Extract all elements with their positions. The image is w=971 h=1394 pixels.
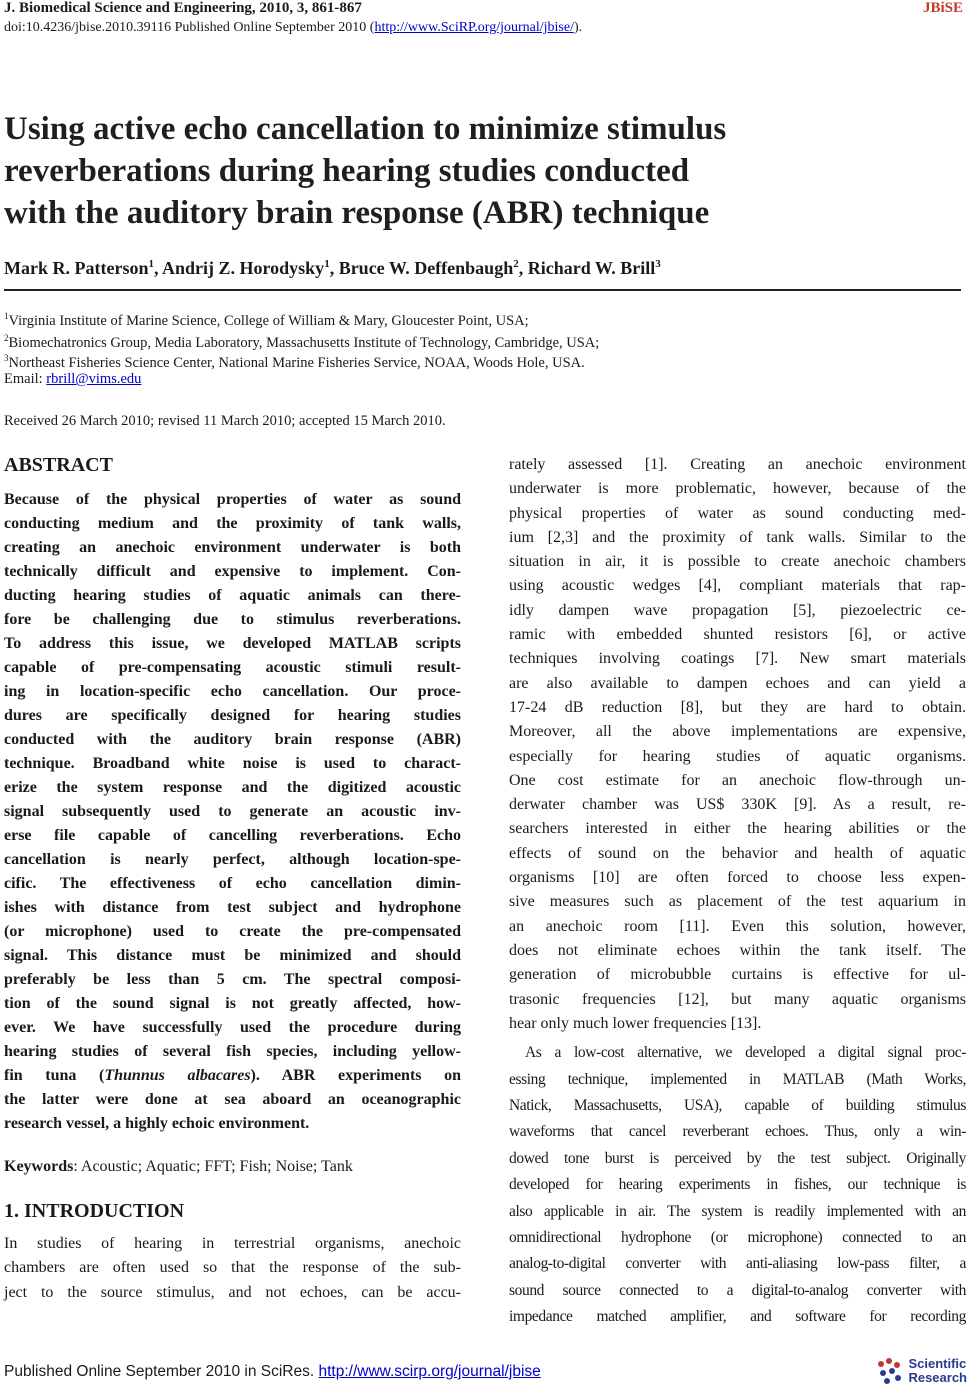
footer-publication-note xyxy=(4,1363,541,1381)
abstract-line: conducted with the auditory brain response (ABR) xyxy=(4,731,461,748)
author-separator: , xyxy=(329,258,339,278)
intro-body-continued xyxy=(509,453,966,1036)
body-line: an anechoic room [11]. Even this solution, however, xyxy=(509,917,966,935)
scientific-research-logo xyxy=(875,1356,967,1386)
author-name: Andrij Z. Horodysky xyxy=(161,258,325,278)
logo-line-1: Scientific xyxy=(908,1356,967,1371)
body-line: ject to the source stimulus, and not echoes, can be accu- xyxy=(4,1283,461,1301)
abstract-body xyxy=(4,488,461,1136)
intro-heading: 1. INTRODUCTION xyxy=(4,1200,185,1222)
body-line: analog-to-digital converter with anti-aliasing low-pass filter, a xyxy=(509,1255,966,1273)
scirp-logo-icon xyxy=(875,1356,905,1386)
abstract-line: cancellation is nearly perfect, although location-spe- xyxy=(4,851,461,868)
body-line: does not eliminate echoes within the tank itself. The xyxy=(509,941,966,959)
affiliation-text: Virginia Institute of Marine Science, College of William & Mary, Gloucester Point, USA; xyxy=(8,312,529,329)
body-line: One cost estimate for an anechoic flow-through un- xyxy=(509,771,966,789)
abstract-line: ducting hearing studies of aquatic animals can there- xyxy=(4,587,461,604)
author-separator: , xyxy=(153,258,162,278)
abstract-line: dures are specifically designed for hearing studies xyxy=(4,707,461,724)
abstract-line: preferably be less than 5 cm. The spectral composi- xyxy=(4,971,461,988)
body-line: derwater chamber was US$ 330K [9]. As a result, re- xyxy=(509,796,966,814)
affiliation-text: Northeast Fisheries Science Center, National Marine Fisheries Service, NOAA, Woods Hole, USA. xyxy=(8,354,585,371)
abstract-line: fore be challenging due to stimulus reverberations. xyxy=(4,611,461,628)
abstract-line: hearing studies of several fish species, including yellow- xyxy=(4,1043,461,1060)
email-link[interactable]: rbrill@vims.edu xyxy=(46,371,142,387)
abstract-line: capable of pre-compensating acoustic stimuli result- xyxy=(4,659,461,676)
body-line: 17-24 dB reduction [8], but they are hard to obtain. xyxy=(509,698,966,716)
abstract-heading: ABSTRACT xyxy=(4,454,113,476)
body-line: Moreover, all the above implementations are expensive, xyxy=(509,723,966,741)
abstract-line xyxy=(4,1064,461,1088)
body-line: underwater is more problematic, however, because of the xyxy=(509,480,966,498)
author-affiliation-mark: 1 xyxy=(324,258,330,270)
body-line: generation of microbubble curtains is effective for ul- xyxy=(509,966,966,984)
body-line: ium [2,3] and the proximity of tank walls. Similar to the xyxy=(509,528,966,546)
affiliation-text: Biomechatronics Group, Media Laboratory, Massachusetts Institute of Technology, Cambridge, USA; xyxy=(8,334,600,351)
body-line: chambers are often used so that the response of the sub- xyxy=(4,1259,461,1277)
left-column xyxy=(4,452,461,1305)
body-line: In studies of hearing in terrestrial organisms, anechoic xyxy=(4,1235,461,1252)
body-line: searchers interested in either the hearing abilities or the xyxy=(509,820,966,838)
body-line: idly dampen wave propagation [5], piezoelectric ce- xyxy=(509,601,966,619)
body-line: rately assessed [1]. Creating an anechoic environment xyxy=(509,456,966,473)
body-line: sive measures such as placement of the test aquarium in xyxy=(509,893,966,911)
body-line: trasonic frequencies [12], but many aquatic organisms xyxy=(509,990,966,1008)
body-line: ramic with embedded shunted resistors [6], or active xyxy=(509,626,966,644)
title-line: Using active echo cancellation to minimize stimulus xyxy=(4,111,727,147)
body-line: using acoustic wedges [4], compliant materials that rap- xyxy=(509,577,966,595)
author-list xyxy=(4,258,661,279)
body-line: especially for hearing studies of aquatic organisms. xyxy=(509,747,966,765)
paper-title xyxy=(4,108,964,234)
doi-text: doi:10.4236/jbise.2010.39116 Published Online September 2010 ( xyxy=(4,20,375,35)
body-line: organisms [10] are often forced to choose less expen- xyxy=(509,869,966,887)
abstract-line: creating an anechoic environment underwater is both xyxy=(4,539,461,556)
footer-journal-link[interactable]: http://www.scirp.org/journal/jbise xyxy=(318,1363,541,1380)
journal-brand: JBiSE xyxy=(922,0,963,16)
body-line: techniques involving coatings [7]. New smart materials xyxy=(509,650,966,668)
species-post: ). ABR experiments on xyxy=(250,1067,462,1084)
abstract-line: conducting medium and the proximity of tank walls, xyxy=(4,515,461,532)
abstract-line: erse file capable of cancelling reverberations. Echo xyxy=(4,827,461,844)
doi-suffix: ). xyxy=(573,20,583,35)
body-line: also applicable in air. The system is readily implemented with an xyxy=(509,1202,966,1220)
right-column xyxy=(509,453,966,1331)
logo-wordmark xyxy=(908,1357,967,1385)
body-line: physical properties of water as sound conducting med- xyxy=(509,504,966,522)
abstract-line: technique. Broadband white noise is used to charact- xyxy=(4,755,461,772)
intro-paragraph-2 xyxy=(509,1040,966,1330)
keywords-text: : Acoustic; Aquatic; FFT; Fish; Noise; Tank xyxy=(73,1158,353,1175)
body-line: waveforms that cancel reverberant echoes. Thus, only a win- xyxy=(509,1123,966,1141)
species-name: Thunnus albacares xyxy=(104,1067,251,1084)
footer-text: Published Online September 2010 in SciRes. xyxy=(4,1363,319,1380)
header-divider xyxy=(4,289,961,291)
abstract-line: tion of the sound signal is not greatly affected, how- xyxy=(4,995,461,1012)
abstract-line: (or microphone) used to create the pre-compensated xyxy=(4,923,461,940)
body-line: essing technique, implemented in MATLAB (Math Works, xyxy=(509,1070,966,1088)
abstract-line: ever. We have successfully used the procedure during xyxy=(4,1019,461,1036)
abstract-line: signal subsequently used to generate an acoustic inv- xyxy=(4,803,461,820)
title-line: reverberations during hearing studies conducted xyxy=(4,153,690,189)
abstract-line: research vessel, a highly echoic environment. xyxy=(4,1115,310,1132)
journal-url-link[interactable]: http://www.SciRP.org/journal/jbise/ xyxy=(374,20,574,35)
abstract-line: ishes with distance from test subject and hydrophone xyxy=(4,899,461,916)
email-line xyxy=(4,369,141,389)
abstract-line: Because of the physical properties of water as sound xyxy=(4,491,461,508)
author-name: Mark R. Patterson xyxy=(4,258,149,278)
author-affiliation-mark: 2 xyxy=(513,258,519,270)
body-line: effects of sound on the behavior and health of aquatic xyxy=(509,844,966,862)
abstract-line: technically difficult and expensive to implement. Con- xyxy=(4,563,461,580)
body-line: dowed tone burst is perceived by the test subject. Originally xyxy=(509,1149,966,1167)
body-line: omnidirectional hydrophone (or microphone) connected to an xyxy=(509,1228,966,1246)
title-line: with the auditory brain response (ABR) technique xyxy=(4,195,710,231)
affiliation-mark: 2 xyxy=(4,333,9,343)
abstract-line: the latter were done at sea aboard an oceanographic xyxy=(4,1091,461,1108)
body-line: Natick, Massachusetts, USA), capable of building stimulus xyxy=(509,1096,966,1114)
body-line: are also available to dampen echoes and can yield a xyxy=(509,674,966,692)
affiliation-mark: 1 xyxy=(4,311,9,321)
abstract-line: ing in location-specific echo cancellation. Our proce- xyxy=(4,683,461,700)
body-line: situation in air, it is possible to create anechoic chambers xyxy=(509,553,966,571)
body-line: sound source connected to a digital-to-analog converter with xyxy=(509,1281,966,1299)
abstract-line: signal. This distance must be minimized and should xyxy=(4,947,461,964)
body-line: As a low-cost alternative, we developed a digital signal proc- xyxy=(525,1044,966,1062)
author-name: Richard W. Brill xyxy=(527,258,656,278)
intro-body xyxy=(4,1232,461,1305)
doi-line xyxy=(4,20,582,36)
author-separator: , xyxy=(518,258,528,278)
journal-citation: J. Biomedical Science and Engineering, 2010, 3, 861-867 xyxy=(4,0,362,16)
abstract-line: erize the system response and the digitized acoustic xyxy=(4,779,461,796)
abstract-line: To address this issue, we developed MATLAB scripts xyxy=(4,635,461,652)
affiliation-mark: 3 xyxy=(4,353,9,363)
keywords xyxy=(4,1156,461,1178)
body-line: impedance matched amplifier, and software for recording xyxy=(509,1308,966,1326)
abstract-line: cific. The effectiveness of echo cancellation dimin- xyxy=(4,875,461,892)
author-affiliation-mark: 3 xyxy=(655,258,661,270)
author-affiliation-mark: 1 xyxy=(148,258,154,270)
received-dates: Received 26 March 2010; revised 11 March 2010; accepted 15 March 2010. xyxy=(4,413,446,429)
author-name: Bruce W. Deffenbaugh xyxy=(338,258,514,278)
logo-line-2: Research xyxy=(908,1370,967,1385)
species-pre: fin tuna ( xyxy=(4,1067,105,1084)
body-line: hear only much lower frequencies [13]. xyxy=(509,1014,762,1032)
email-label: Email: xyxy=(4,371,47,387)
keywords-label: Keywords xyxy=(4,1158,74,1175)
body-line: developed for hearing experiments in fishes, our technique is xyxy=(509,1176,966,1194)
